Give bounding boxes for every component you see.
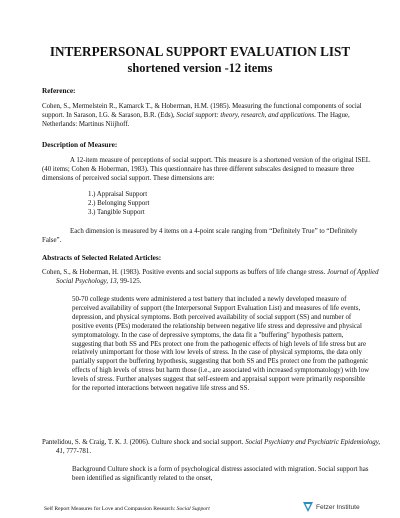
description-paragraph-1: A 12-item measure of perceptions of social support. This measure is a shortened version of the original ISEL (40 items; Cohen & Hoberman, 1983). This questionnaire has three different subscales designed to measure three dimensions of perceived social support. These dimensions are: [42,157,370,182]
article-2-abstract: Background Culture shock is a form of psychological distress associated with migration. Social support has been identified as significantly related to the onset, [72,466,369,482]
dimension-list [88,191,149,218]
title-line-1: INTERPERSONAL SUPPORT EVALUATION LIST [49,44,351,59]
reference-text-italic: Social support: theory, research, and applications. [176,111,316,119]
reference-text [42,103,372,130]
reference-text-b: The Hague, Netherlands: Martinus Niijhoff. [42,111,350,128]
dimension-item: 2.) Belonging Support [88,199,150,207]
dimension-item: 1.) Appraisal Support [88,191,148,198]
footer-text: Self Report Measures for Love and Compassion Research: [44,506,177,512]
title-line-2: shortened version -12 items [127,61,273,75]
description-paragraph-2: Each dimension is measured by 4 items on a 4-point scale ranging from “Definitely True” to “Definitely False”. [42,228,358,244]
article-2-citation-a: Pantelidou, S. & Craig, T. K. J. (2006). Culture shock and social support. [42,439,246,446]
article-1-abstract: 50-70 college students were administered a test battery that included a newly developed measure of perceived availability of support (the Interpersonal Support Evaluation List) and measures of life events, depression, and physical symptoms. Both perceived availability of social support (SS) and number of positive events (PEs) moderated the relationship between negative life stress and depressive and physical symptomatology. In the case of depressive symptoms, the data fit a "buffering" hypothesis pattern, suggesting that both SS and PEs protect one from the pathogenic effects of high levels of life stress but are relatively unimportant for those with low levels of stress. In the case of physical symptoms, the data only partially support the buffering hypothesis, suggesting that both SS and PEs protect one from the pathogenic effects of high levels of stress but harm those (i.e., are associated with increased symptomatology) with low levels of stress. Further analyses suggest that self-esteem and appraisal support were primarily responsible for the reported interactions between negative life stress and SS. [72,296,370,393]
description-heading: Description of Measure: [42,140,118,149]
article-2-citation [42,439,386,457]
logo-text: Fetzer Institute [316,504,360,511]
article-1-journal: Journal of Applied Social Psychology, 13, [56,269,379,285]
article-1-citation-b: 99-125. [118,277,142,285]
page-footer [44,506,210,513]
document-title [0,44,400,76]
abstracts-heading: Abstracts of Selected Related Articles: [42,253,162,262]
article-1-citation [42,269,386,287]
dimension-item: 3.) Tangible Support [88,208,145,216]
reference-text-a: Cohen, S., Mermelstein R., Kamarck T., & Hoberman, H.M. (1985). Measuring the functional components of social support. In Sarason, I.G. & Sarason, B.R. (Eds), [42,103,362,119]
article-1-citation-a: Cohen, S., & Hoberman, H. (1983). Positive events and social supports as buffers of life change stress. [42,269,328,276]
footer-italic: Social Support [176,506,210,512]
reference-heading: Reference: [42,86,76,95]
article-2-journal: Social Psychiatry and Psychiatric Epidemiology, 41, [56,439,381,455]
article-2-citation-b: 777-781. [64,447,92,455]
